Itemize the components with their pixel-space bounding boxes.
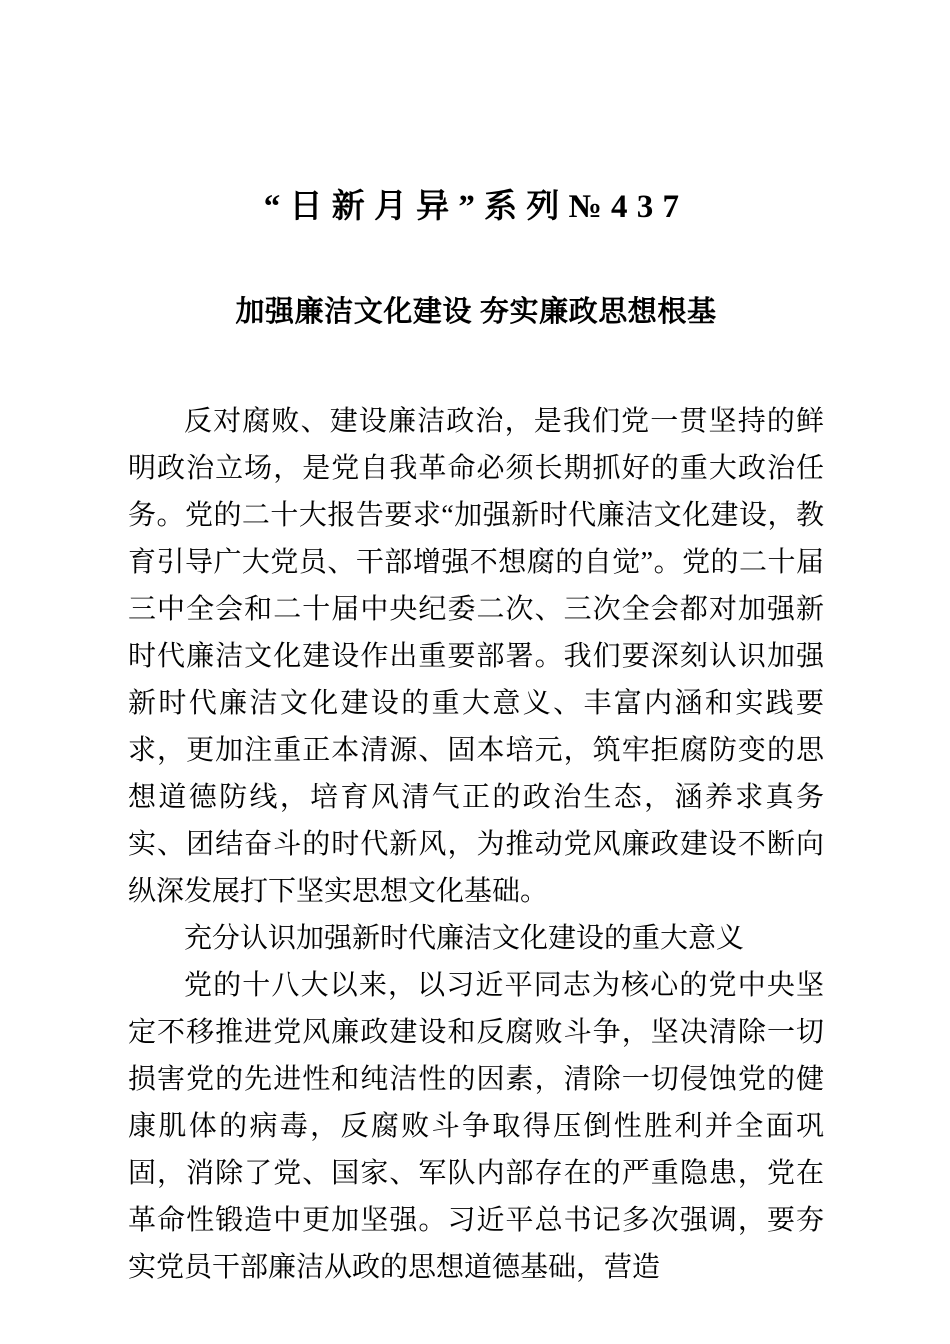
paragraph: 反对腐败、建设廉洁政治，是我们党一贯坚持的鲜明政治立场，是党自我革命必须长期抓好的重大政治任务。党的二十大报告要求“加强新时代廉洁文化建设，教育引导广大党员、干部增强不想腐的自觉”。党的二十届三中全会和二十届中央纪委二次、三次全会都对加强新时代廉洁文化建设作出重要部署。我们要深刻认识加强新时代廉洁文化建设的重大意义、丰富内涵和实践要求，更加注重正本清源、固本培元，筑牢拒腐防变的思想道德防线，培育风清气正的政治生态，涵养求真务实、团结奋斗的时代新风，为推动党风廉政建设不断向纵深发展打下坚实思想文化基础。 <box>128 406 824 907</box>
series-title: “日新月异”系列№437 <box>263 189 689 225</box>
paragraph-subheading: 充分认识加强新时代廉洁文化建设的重大意义 <box>184 923 745 954</box>
paragraph: 党的十八大以来，以习近平同志为核心的党中央坚定不移推进党风廉政建设和反腐败斗争，坚决清除一切损害党的先进性和纯洁性的因素，清除一切侵蚀党的健康肌体的病毒，反腐败斗争取得压倒性胜利并全面巩固，消除了党、国家、军队内部存在的严重隐患，党在革命性锻造中更加坚强。习近平总书记多次强调，要夯实党员干部廉洁从政的思想道德基础，营造 <box>128 970 824 1283</box>
document-content <box>128 180 824 1291</box>
document-body <box>128 398 824 1291</box>
document-title: 加强廉洁文化建设 夯实廉政思想根基 <box>235 296 717 328</box>
